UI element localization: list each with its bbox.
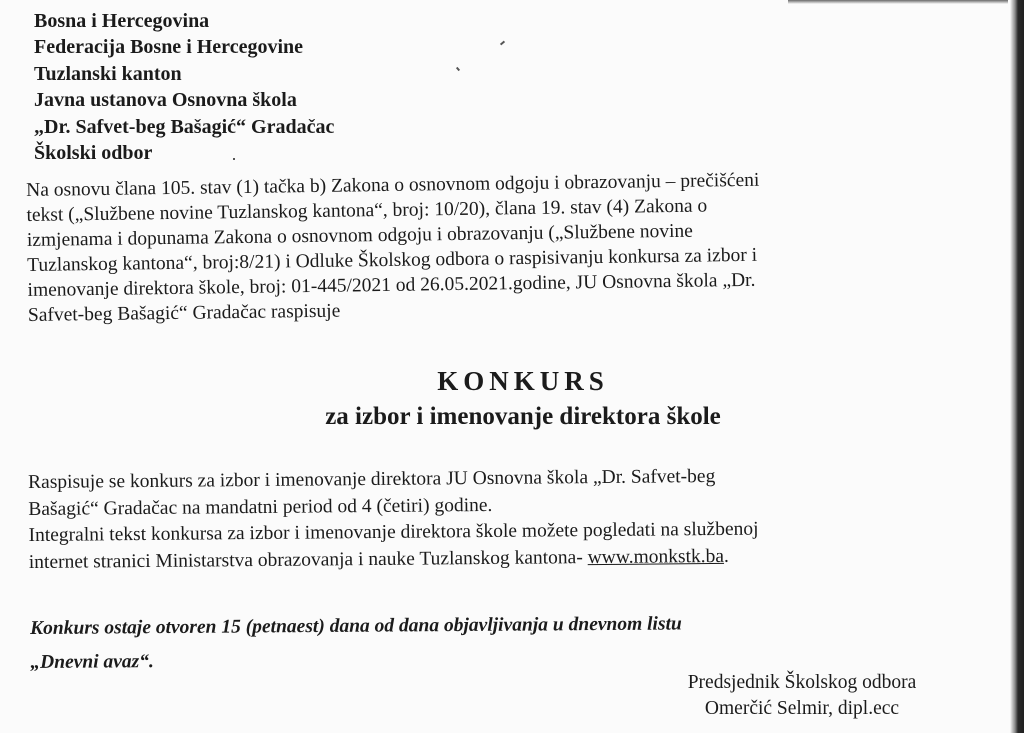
notice-title: KONKURS — [437, 366, 609, 396]
header-institution: Javna ustanova Osnovna škola — [34, 89, 297, 112]
intro-line: tekst („Službene novine Tuzlanskog kantona“, broj: 10/20), člana 19. stav (4) Zakona o — [26, 195, 708, 226]
header-federation: Federacija Bosne i Hercegovine — [34, 36, 304, 59]
closing-line: „Dnevni avaz“. — [30, 651, 154, 673]
intro-line: Na osnovu člana 105. stav (1) tačka b) Zakona o osnovnom odgoju i obrazovanju – prečišćeni — [26, 169, 760, 201]
body-line: Raspisuje se konkurs za izbor i imenovanje direktora JU Osnovna škola „Dr. Safvet-beg — [28, 466, 716, 493]
header-board: Školski odbor — [34, 142, 153, 165]
notice-subtitle: za izbor i imenovanje direktora škole — [325, 403, 721, 430]
scan-frame-top — [788, 0, 1008, 4]
intro-line: imenovanje direktora škole, broj: 01-445/2021 od 26.05.2021.godine, JU Osnovna škola „Dr. — [27, 269, 756, 301]
legal-basis-paragraph — [26, 164, 1008, 328]
scan-speck — [456, 67, 460, 71]
body-line: Integralni tekst konkursa za izbor i imenovanje direktora škole možete pogledati na službenoj — [28, 518, 759, 546]
announcement-paragraph — [28, 461, 1009, 576]
ministry-website-link[interactable]: www.monkstk.ba — [587, 545, 725, 568]
scan-speck — [233, 158, 235, 160]
closing-line: Konkurs ostaje otvoren 15 (petnaest) dana od dana objavljivanja u dnevnom listu — [30, 613, 682, 639]
intro-line: Safvet-beg Bašagić“ Gradačac raspisuje — [27, 300, 341, 326]
intro-line: izmjenama i dopunama Zakona o osnovnom odgoju i obrazovanju („Službene novine — [26, 220, 694, 251]
signatory-name: Omerčić Selmir, dipl.ecc — [704, 698, 900, 719]
deadline-statement — [30, 607, 682, 680]
issuer-header — [34, 8, 334, 166]
signature-block — [652, 670, 952, 722]
header-school-name: „Dr. Safvet-beg Bašagić“ Gradačac — [34, 115, 335, 138]
header-country: Bosna i Hercegovina — [34, 10, 210, 32]
body-line-prefix: internet stranici Ministarstva obrazovanja i nauke Tuzlanskog kantona- — [28, 546, 588, 573]
signatory-title: Predsjednik Školskog odbora — [687, 672, 917, 693]
body-line-suffix: . — [723, 545, 729, 567]
intro-line: Tuzlanskog kantona“, broj:8/21) i Odluke Školskog odbora o raspisivanju konkursa za izbor i — [27, 244, 758, 276]
header-canton: Tuzlanski kanton — [34, 62, 182, 85]
scan-speck — [500, 41, 505, 46]
body-line: Bašagić“ Gradačac na mandatni period od 4 (četiri) godine. — [28, 494, 493, 520]
